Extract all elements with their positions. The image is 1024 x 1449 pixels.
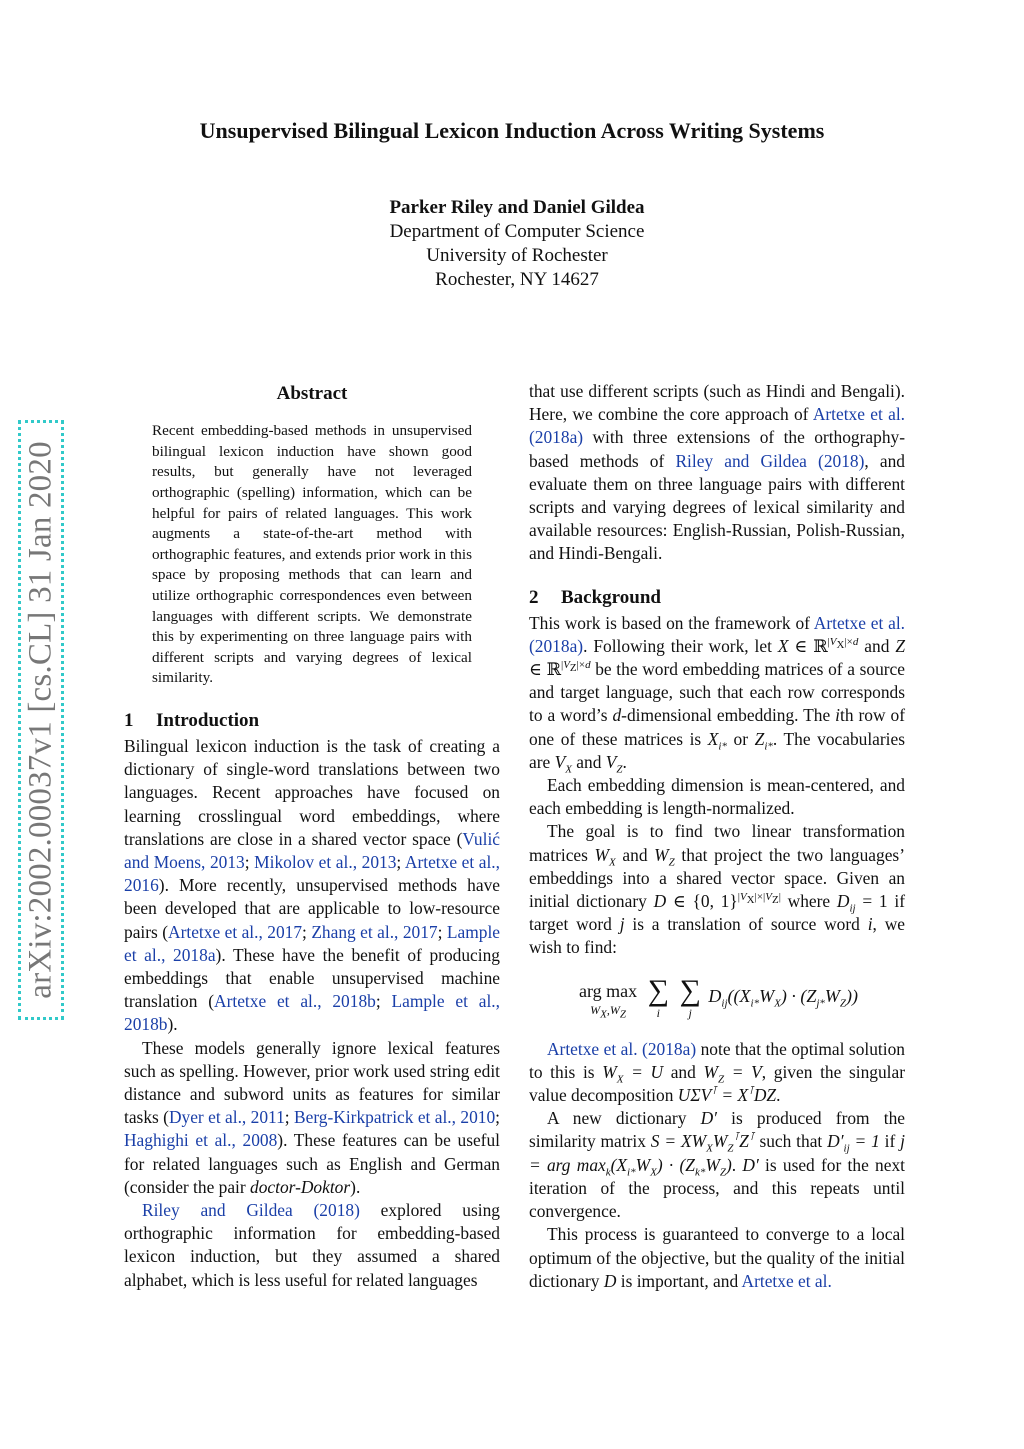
text-run: ). More recently, unsupervised methods have been developed that are applicable to low-resource pairs ( [124,875,500,942]
text-run: ; [437,921,447,942]
text-run: ; [284,1107,294,1128]
citation-link[interactable]: Riley and Gildea (2018) [142,1199,360,1220]
text-run: ; [302,921,312,942]
citation-link[interactable]: Artetxe et al., 2016 [124,851,501,896]
text-run: ). [167,1014,178,1035]
background-paragraph-1: This work is based on the framework of Artetxe et al. (2018a). Following their work, let X ∈ ℝ$^{|V_X|\times d}$ and Z ∈ ℝ$^{|V_Z|\times d}$ be the word embedding matrices of a source and target language, such that each row corresponds to a word’s d-dimensional embedding. The ith row of one of these matrices is $X_{i*}$ or $Z_{i*}$. The vocabularies are $V_X$ and $V_Z$. [529,612,905,776]
background-paragraph-5: A new dictionary D′ is produced from the similarity matrix $S = XW_XW_Z^⊺Z^⊺$ such that $D'_{ij} = 1$ if j = arg $\max_k(X_{i*}W_X) \cdot (Z_{k*}W_Z)$. D′ is used for the next iteration of the process, and this repeats until convergence. [529,1108,906,1222]
abstract-heading: Abstract [276,383,348,404]
author-names: Parker Riley and Daniel Gildea [389,197,645,218]
math-expression: j = arg $\max_k(X_{i*}W_X) \cdot (Z_{k*}W_Z)$ [529,1131,906,1179]
text-run: ). These features can be useful for related languages such as English and German (consider the pair [124,1130,501,1197]
math-expression: D′ [742,1154,759,1175]
text-run: Bilingual lexicon induction is the task of creating a dictionary of single-word translations between two languages. Recent approaches have focused on learning crosslingual word embeddings, where translations are close in a shared vector space ( [124,735,500,849]
background-paragraph-3: The goal is to find two linear transformation matrices $W_X$ and $W_Z$ that project the two languages’ embeddings into a shared vector space. Given an initial dictionary D ∈ {0, 1}$^{|V_X|\times|V_Z|}$ where $D_{ij} = 1$ if target word j is a translation of source word i, we wish to find: [529,821,905,958]
math-expression: D [603,1270,617,1291]
math-expression: $W_X = U$ [602,1061,664,1086]
section-title: Background [561,586,661,608]
math-expression: X [777,635,789,656]
section-heading-background [529,584,905,612]
text-run: ; [375,991,392,1012]
citation-link[interactable]: Artetxe et al. [741,1270,832,1291]
math-expression: $X_{i*}$ [707,728,727,753]
text-run: that project the two languages’ embeddings into a shared vector space. Given an initial dictionary [529,844,905,912]
text-run: ; [396,851,405,872]
sum-over-i: ∑ i [647,973,670,1020]
equation-body: $D_{ij}((X_{i*}W_X) \cdot (Z_{j*}W_Z))$ [708,985,859,1010]
math-expression: $W_X$ [594,844,616,869]
text-run: , and evaluate them on three language pairs with different scripts and varying degrees of lexical similarity and available resources: English-Russian, Polish-Russian, and Hindi-Bengali. [529,450,905,564]
citation-link[interactable]: Artetxe et al. (2018a) [529,404,906,448]
math-expression: i [835,705,841,726]
text-run: ; [495,1107,500,1128]
math-expression: d [612,705,622,726]
citation-link[interactable]: Lample et al., 2018b [124,991,500,1035]
section-number: 2 [529,586,539,608]
text-run: This work is based on the framework of [529,612,814,633]
left-column [124,380,500,1292]
math-expression: Z [895,635,905,656]
abstract-text: Recent embedding-based methods in unsupervised bilingual lexicon induction have shown good results, but generally have not leveraged orthographic (spelling) information, which can be helpful for pairs of related languages. This work augments a state-of-the-art method with orthographic features, and extends prior work in this space by proposing methods that can learn and utilize orthographic correspondences even between languages with different scripts. We demonstrate this by experimenting on three language pairs with different scripts and varying degrees of lexical similarity. [152,422,472,687]
citation-link[interactable]: Mikolov et al., 2013 [254,851,397,872]
math-expression: $D_{ij}$ [836,891,856,915]
math-expression: $S = XW_XW_Z^⊺Z^⊺$ [650,1131,755,1155]
text-run: if target word [529,891,905,935]
emphasis: doctor-Doktor [250,1176,351,1197]
math-expression: $Z_{i*}$ [754,728,773,753]
text-run: . Following their work, let [583,635,778,656]
author-block [0,196,1024,292]
intro-paragraph-2 [124,1037,500,1199]
objective-equation [529,973,905,1021]
text-run: note that the optimal solution to this is [529,1038,905,1082]
text-run: ; [244,851,255,872]
citation-link[interactable]: Berg-Kirkpatrick et al., 2010 [294,1107,496,1128]
math-expression: D′ [700,1108,717,1129]
right-column [529,380,905,1293]
text-run: , we wish to find: [529,914,905,958]
text-run: -dimensional embedding. The [621,705,836,726]
section-heading-introduction [124,707,500,735]
text-run: where [780,891,837,912]
text-run: is used for the next iteration of the process, and this repeats until convergence. [529,1154,905,1222]
text-run: ). These have the benefit of producing embeddings that enable unsupervised machine translation ( [124,944,500,1012]
arxiv-stamp [18,420,64,1020]
text-run: such that [754,1131,828,1152]
background-paragraph-6 [529,1223,905,1293]
text-run: is produced from the similarity matrix [529,1108,906,1152]
math-expression: i [867,914,873,935]
background-paragraph-4: Artetxe et al. (2018a) note that the optimal solution to this is $W_X = U$ and $W_Z = V$, given the singular value decomposition UΣV⊺ = X⊺DZ. [529,1038,905,1106]
text-run: These models generally ignore lexical features such as spelling. However, prior work used string edit distance and subword units as features for similar tasks ( [124,1037,500,1128]
citation-link[interactable]: Artetxe et al., 2017 [168,921,303,942]
text-run: be the word embedding matrices of a source and target language, such that each row corresponds to a word’s [529,659,905,726]
background-paragraph-2: Each embedding dimension is mean-centered, and each embedding is length-normalized. [529,775,905,819]
math-expression: $W_Z = V$ [703,1061,762,1086]
paper-title: Unsupervised Bilingual Lexicon Induction Across Writing Systems [199,118,825,143]
text-run: The goal is to find two linear transformation matrices [529,821,905,865]
sum-over-j: ∑ j [679,973,701,1020]
text-run: explored using orthographic information for embedding-based lexicon induction, but they assumed a shared alphabet, which is less useful for related languages [124,1199,500,1290]
intro-paragraph-3 [124,1199,500,1292]
citation-link[interactable]: Vulić and Moens, 2013 [124,828,500,872]
citation-link[interactable]: Dyer et al., 2011 [168,1107,285,1128]
text-run: is important, and [616,1270,742,1291]
author-department: Department of Computer Science [389,221,645,242]
citation-link[interactable]: Artetxe et al. (2018a) [547,1038,697,1059]
text-run: A new dictionary [547,1108,701,1129]
text-run: with three extensions of the orthography-based methods of [529,427,905,471]
text-run: th row of one of these matrices is [529,705,905,749]
citation-link[interactable]: Riley and Gildea (2018) [675,450,865,471]
math-expression: $V_Z$ [605,751,623,776]
text-run: . The vocabularies are [529,728,905,772]
text-run: if [879,1131,901,1152]
text-run: , given the singular value decomposition [529,1061,905,1106]
math-expression: j [619,914,625,935]
text-run: is a translation of source word [624,914,868,935]
arxiv-stamp-text: arXiv:2002.00037v1 [cs.CL] 31 Jan 2020 [22,441,59,999]
citation-link[interactable]: Artetxe et al. (2018a) [529,612,905,656]
math-expression: $V_X$ [554,751,572,776]
section-title: Introduction [156,709,260,731]
citation-link[interactable]: Haghighi et al., 2008 [124,1130,278,1151]
text-run: ). [350,1176,361,1197]
text-run: that use different scripts (such as Hindi and Bengali). Here, we combine the core approach of [529,381,905,425]
author-address: Rochester, NY 14627 [435,269,599,290]
citation-link[interactable]: Lample et al., 2018a [124,921,500,965]
author-university: University of Rochester [426,245,608,266]
text-run: This process is guaranteed to converge to a local optimum of the objective, but the quality of the initial dictionary [529,1224,905,1291]
intro-paragraph-1 [124,735,500,1037]
math-expression: $D'_{ij} = 1$ [827,1131,880,1155]
section-number: 1 [124,709,134,731]
intro-paragraph-3-continued [529,380,905,566]
math-expression: $W_Z$ [654,844,675,869]
citation-link[interactable]: Zhang et al., 2017 [311,921,438,942]
citation-link[interactable]: Artetxe et al., 2018b [214,991,376,1012]
math-expression: D [653,891,667,912]
argmax-operator: arg max $W_X,W_Z$ [578,980,638,1021]
math-expression: UΣV⊺ = X⊺DZ [677,1085,777,1106]
